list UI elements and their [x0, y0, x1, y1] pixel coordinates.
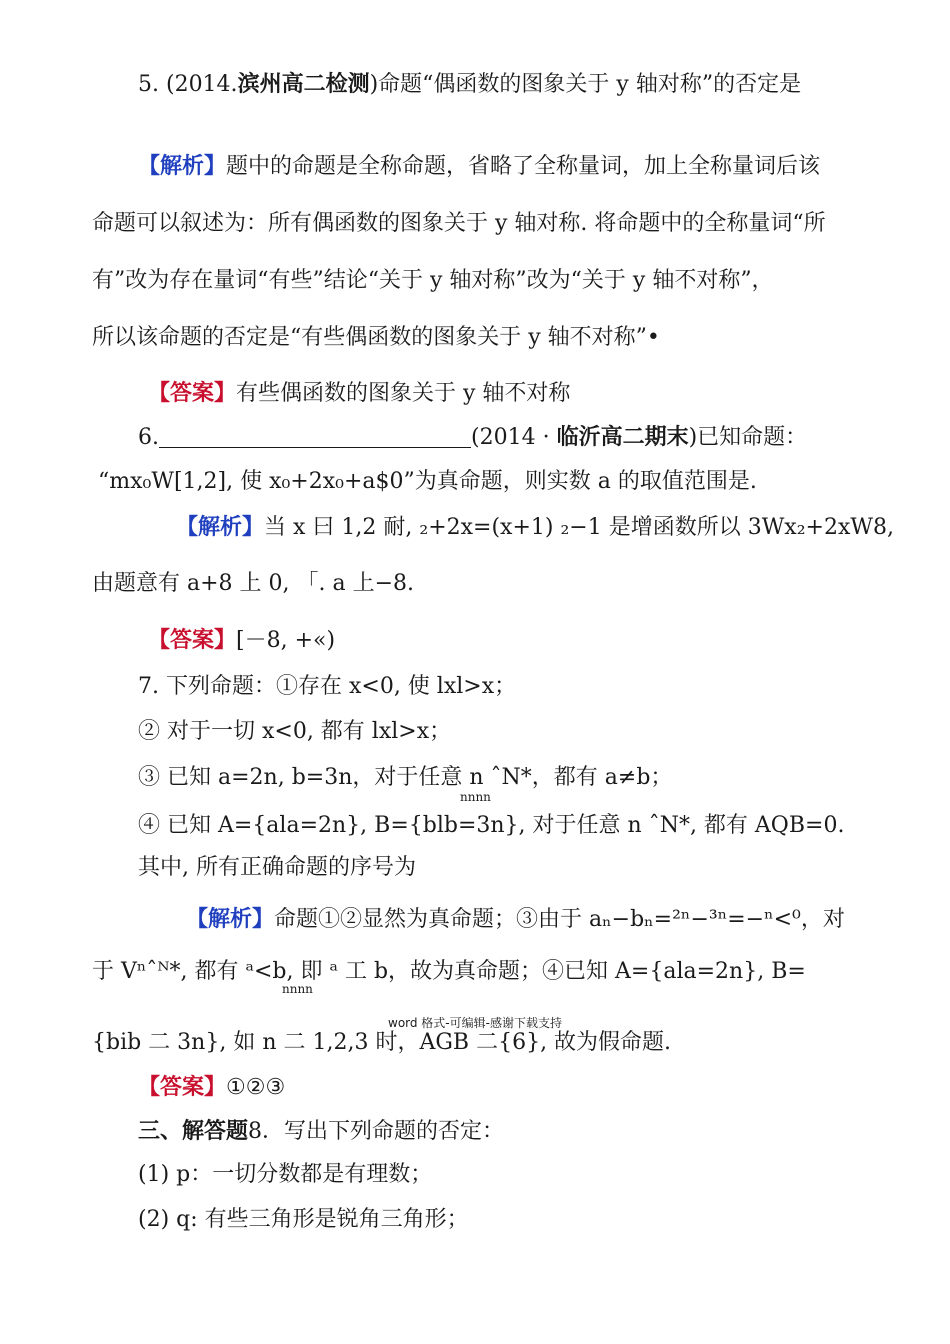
analysis-label: 【解析】 [186, 907, 275, 932]
q7-line3: ③ 已知 a=2n, b=3n，对于任意 n ˆN*，都有 a≠b； [138, 765, 673, 790]
q5-source: 滨州高二检测 [237, 72, 370, 97]
q5-analysis-line3: 有”改为存在量词“有些”结论“关于 y 轴对称”改为“关于 y 轴不对称”， [92, 268, 774, 293]
q7-line2: ② 对于一切 x<0, 都有 lxl>x； [138, 719, 452, 744]
section3-heading: 三、解答题8．写出下列命题的否定： [138, 1119, 505, 1144]
analysis-label: 【解析】 [176, 515, 265, 540]
q6-analysis-line1: 【解析】当 x 曰 1,2 耐, ₂+2x=(x+1) ₂−1 是增函数所以 3Wx₂+2xW8, [176, 515, 894, 540]
page-footer: word 格式-可编辑-感谢下载支持 [388, 1016, 562, 1030]
q5-analysis-line2: 命题可以叙述为：所有偶函数的图象关于 y 轴对称. 将命题中的全称量词“所 [92, 211, 826, 236]
q7-analysis-line1: 【解析】命题①②显然为真命题；③由于 aₙ−bₙ=²ⁿ−³ⁿ=−ⁿ<⁰，对 [186, 907, 845, 932]
q7-line4: ④ 已知 A={ala=2n}, B={blb=3n}, 对于任意 n ˆN*, 都有 AQB=0. [138, 813, 845, 838]
q7-line3-subscripts: nnnn [460, 790, 491, 804]
q5-analysis-line4: 所以该命题的否定是“有些偶函数的图象关于 y 轴不对称”• [92, 325, 660, 350]
section3-item1: (1) p：一切分数都是有理数； [138, 1162, 433, 1187]
q5-prefix: 5. (2014. [138, 72, 238, 97]
q7-analysis-subscripts: nnnn [282, 982, 313, 996]
q7-analysis-line2: 于 Vⁿˆᴺ*, 都有 ᵃ<b, 即 ᵃ 工 b，故为真命题；④已知 A={ala=2n}, B= [92, 959, 806, 984]
answer-label: 【答案】 [148, 381, 237, 406]
answer-label: 【答案】 [138, 1075, 227, 1100]
q6-answer: 【答案】[－8, +«) [148, 628, 336, 653]
q5-answer: 【答案】有些偶函数的图象关于 y 轴不对称 [148, 381, 571, 406]
section3-item2: (2) q: 有些三角形是锐角三角形； [138, 1207, 469, 1232]
q6-source: 临沂高二期末 [556, 425, 689, 450]
q5-text: )命题“偶函数的图象关于 y 轴对称”的否定是 [369, 72, 802, 97]
q6-stem-line2: “mx₀W[1,2], 使 x₀+2x₀+a$0”为真命题，则实数 a 的取值范围是. [98, 469, 757, 494]
analysis-label: 【解析】 [138, 154, 227, 179]
answer-label: 【答案】 [148, 628, 237, 653]
q5-analysis-line1: 【解析】题中的命题是全称命题，省略了全称量词，加上全称量词后该 [138, 154, 821, 179]
answer-blank [159, 425, 471, 448]
q6-analysis-line2: 由题意有 a+8 上 0, 「. a 上−8. [92, 571, 415, 596]
q5-stem [138, 70, 801, 100]
q7-analysis-line3: {bib 二 3n}, 如 n 二 1,2,3 时，AGB 二{6}, 故为假命题. [92, 1030, 672, 1055]
q7-line1: 7. 下列命题：①存在 x<0, 使 lxl>x； [138, 674, 517, 699]
q7-answer: 【答案】①②③ [138, 1075, 286, 1100]
section3-title: 三、解答题 [138, 1119, 249, 1144]
q6-stem-line1: 6. (2014 · 临沂高二期末)已知命题： [138, 425, 808, 450]
q7-line5: 其中, 所有正确命题的序号为 [138, 855, 416, 880]
